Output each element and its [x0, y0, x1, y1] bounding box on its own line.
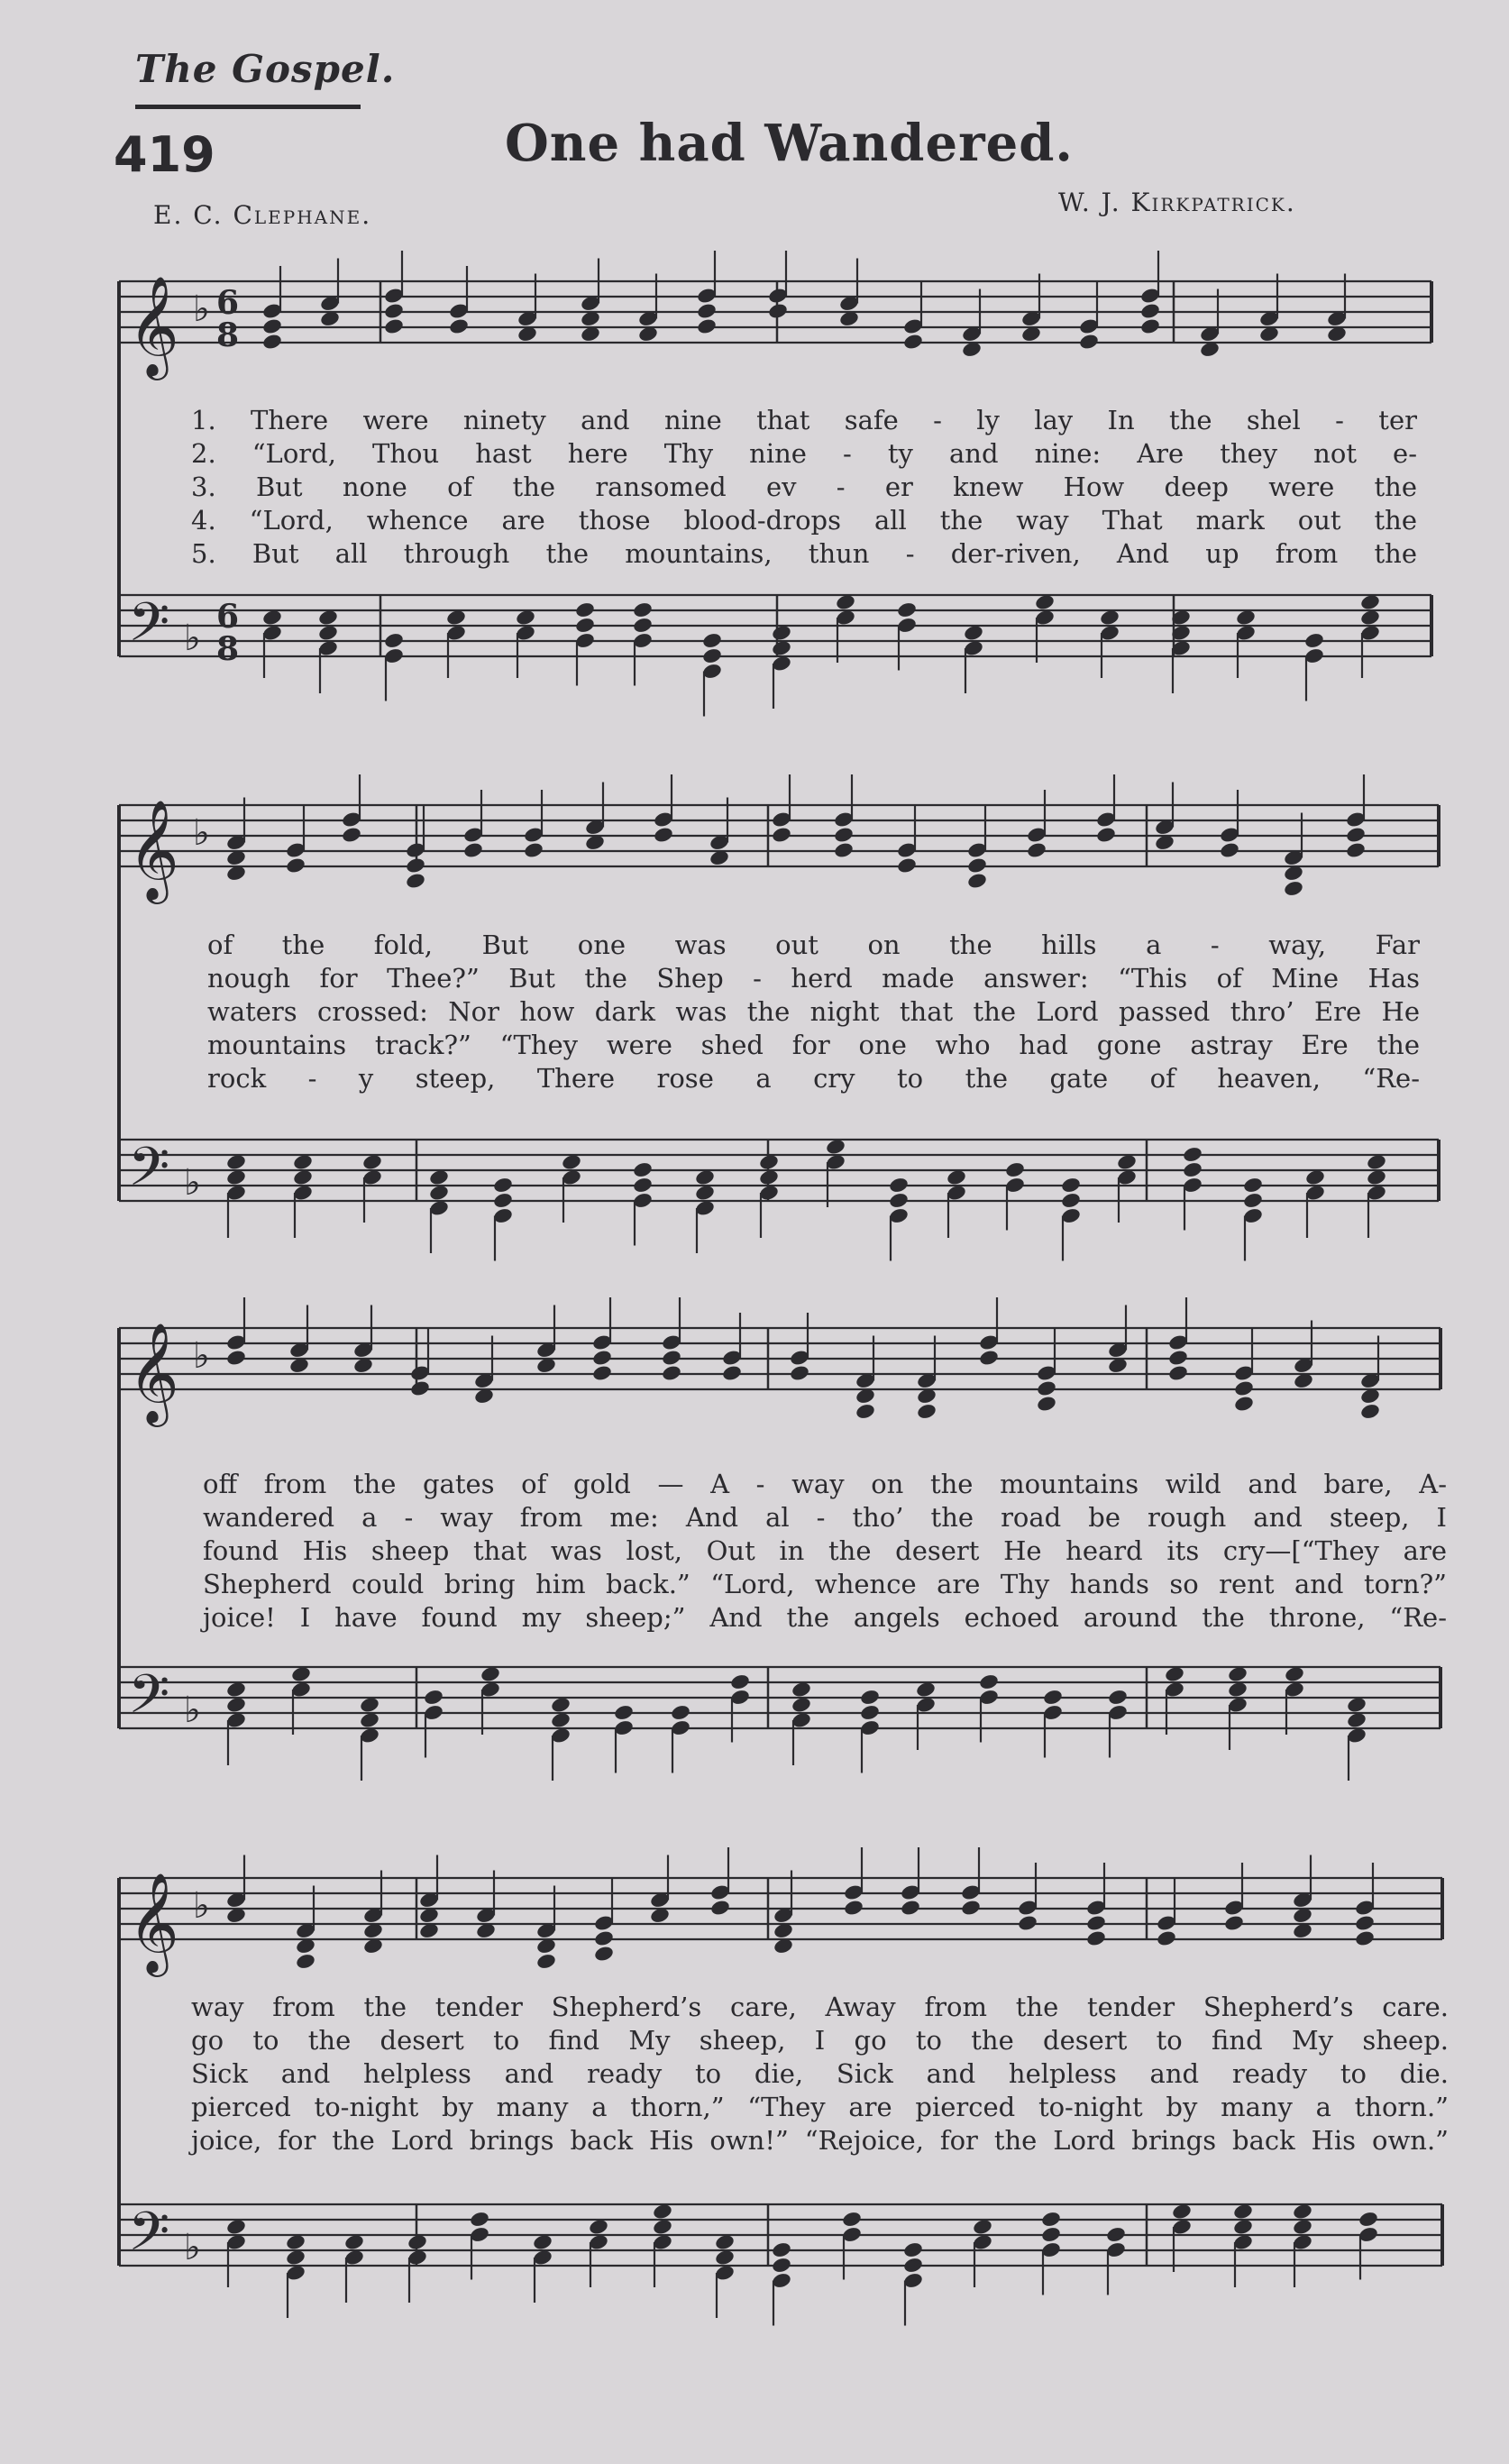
- note-head: [405, 872, 426, 890]
- note-head: [789, 1364, 810, 1382]
- note-head: [966, 856, 988, 875]
- lyric-line: wandered a - way from me: And al - tho’ the road be rough and steep, I: [203, 1502, 1447, 1533]
- note-head: [859, 1689, 881, 1707]
- note-head: [632, 617, 654, 635]
- note-head: [632, 1161, 654, 1179]
- lyric-line: off from the gates of gold — A - way on the mountains wild and bare, A-: [203, 1469, 1447, 1499]
- note-head: [771, 2241, 792, 2259]
- note-head: [701, 647, 723, 665]
- lyric-line: 1. There were ninety and nine that safe - ly lay In the shel - ter: [191, 405, 1417, 435]
- note-head: [1182, 1146, 1203, 1164]
- note-head: [535, 1953, 557, 1971]
- note-head: [341, 826, 362, 844]
- note-head: [653, 826, 674, 844]
- lyric-line: found His sheep that was lost, Out in the desert He heard its cry—[“They are: [203, 1535, 1447, 1566]
- note-head: [900, 1899, 921, 1917]
- key-signature-flat: ♭: [193, 289, 210, 330]
- note-head: [696, 302, 718, 320]
- note-head: [1085, 1929, 1107, 1947]
- note-head: [1223, 1914, 1245, 1932]
- bass-clef: 𝄢: [128, 1663, 170, 1738]
- lyric-line: waters crossed: Nor how dark was the night that the Lord passed thro’ Ere He: [207, 996, 1420, 1027]
- note-head: [902, 2257, 924, 2275]
- note-head: [916, 1403, 937, 1421]
- note-head: [1107, 1689, 1129, 1707]
- lyric-line: 5. But all through the mountains, thun - der-riven, And up from the: [191, 538, 1417, 569]
- key-signature-flat: ♭: [184, 2227, 201, 2268]
- treble-clef: 𝄞: [128, 799, 179, 900]
- note-head: [709, 1899, 731, 1917]
- note-head: [896, 856, 918, 875]
- note-head: [767, 302, 789, 320]
- note-head: [902, 333, 924, 351]
- key-signature-flat: ♭: [193, 1335, 210, 1377]
- note-head: [696, 317, 718, 335]
- treble-clef: 𝄞: [128, 275, 179, 376]
- note-head: [1060, 1192, 1082, 1210]
- note-head: [833, 841, 855, 859]
- note-head: [1139, 317, 1161, 335]
- bass-clef: 𝄢: [128, 591, 170, 666]
- note-head: [1354, 1914, 1376, 1932]
- time-signature-bottom: 8: [216, 630, 240, 668]
- note-head: [833, 826, 855, 844]
- note-head: [492, 1177, 514, 1195]
- lyric-line: joice! I have found my sheep;” And the angels echoed around the throne, “Re-: [203, 1602, 1447, 1633]
- note-head: [1242, 1192, 1264, 1210]
- lyrics-system-4: [191, 1991, 1449, 2157]
- note-head: [701, 632, 723, 650]
- time-signature-bottom: 8: [216, 316, 240, 354]
- note-head: [859, 1704, 881, 1722]
- hymn-number: 419: [114, 126, 215, 183]
- lyric-line: 4. “Lord, whence are those blood-drops all the way That mark out the: [191, 505, 1417, 536]
- note-head: [1105, 2226, 1127, 2244]
- note-head: [855, 1403, 876, 1421]
- note-head: [960, 1899, 982, 1917]
- lyric-line: go to the desert to find My sheep, I go to the desert to find My sheep.: [191, 2025, 1449, 2056]
- note-head: [593, 1945, 615, 1963]
- note-head: [661, 1364, 682, 1382]
- note-head: [1042, 1689, 1064, 1707]
- note-head: [462, 841, 484, 859]
- note-head: [295, 1953, 316, 1971]
- bass-clef: 𝄢: [128, 2200, 170, 2276]
- note-head: [1036, 1395, 1057, 1413]
- key-signature-flat: ♭: [193, 1885, 210, 1927]
- note-head: [1026, 841, 1047, 859]
- note-head: [670, 1704, 691, 1722]
- note-head: [1139, 302, 1161, 320]
- note-head: [1233, 1395, 1255, 1413]
- note-head: [591, 1364, 613, 1382]
- note-head: [771, 826, 792, 844]
- lyric-line: mountains track?” “They were shed for one who had gone astray Ere the: [207, 1030, 1420, 1060]
- note-head: [523, 841, 544, 859]
- note-head: [448, 317, 470, 335]
- note-head: [896, 601, 918, 619]
- note-head: [1182, 1161, 1203, 1179]
- treble-clef: 𝄞: [128, 1872, 179, 1973]
- note-head: [574, 617, 596, 635]
- lyric-line: pierced to-night by many a thorn,” “They are pierced to-night by many a thorn.”: [191, 2092, 1449, 2122]
- note-head: [1303, 632, 1325, 650]
- note-head: [1358, 2211, 1379, 2229]
- lyric-line: joice, for the Lord brings back His own!” “Rejoice, for the Lord brings back His own.”: [191, 2125, 1449, 2156]
- note-head: [1004, 1161, 1026, 1179]
- note-head: [261, 333, 283, 351]
- lyric-line: rock - y steep, There rose a cry to the gate of heaven, “Re-: [207, 1063, 1420, 1094]
- note-head: [1060, 1177, 1082, 1195]
- note-head: [225, 1349, 247, 1367]
- note-head: [574, 601, 596, 619]
- note-head: [383, 317, 405, 335]
- note-head: [1167, 1349, 1189, 1367]
- note-head: [843, 1899, 864, 1917]
- note-head: [632, 601, 654, 619]
- note-head: [405, 856, 426, 875]
- note-head: [1040, 2226, 1062, 2244]
- note-head: [1078, 333, 1100, 351]
- lyric-line: nough for Thee?” But the Shep - herd made answer: “This of Mine Has: [207, 963, 1420, 994]
- lyrics-system-2: [207, 929, 1420, 1095]
- note-head: [591, 1349, 613, 1367]
- key-signature-flat: ♭: [184, 1162, 201, 1204]
- lyricist-credit: E. C. Clephane.: [153, 200, 372, 230]
- section-label: The Gospel.: [135, 47, 396, 91]
- note-head: [978, 1349, 1000, 1367]
- note-head: [1354, 1929, 1376, 1947]
- note-head: [1345, 826, 1367, 844]
- note-head: [1359, 1403, 1381, 1421]
- note-head: [1219, 841, 1240, 859]
- lyric-line: of the fold, But one was out on the hills a - way, Far: [207, 930, 1420, 960]
- hymn-title: One had Wandered.: [505, 114, 1074, 173]
- time-signature-top: 6: [216, 598, 240, 636]
- composer-credit: W. J. Kirkpatrick.: [1058, 188, 1296, 217]
- bass-clef: 𝄢: [128, 1135, 170, 1211]
- lyric-line: 2. “Lord, Thou hast here Thy nine - ty and nine: Are they not e-: [191, 438, 1417, 469]
- note-head: [285, 856, 306, 875]
- note-head: [1167, 1364, 1189, 1382]
- lyric-line: 3. But none of the ransomed ev - er knew How deep were the: [191, 472, 1417, 502]
- note-head: [261, 317, 283, 335]
- key-signature-flat: ♭: [184, 618, 201, 659]
- note-head: [729, 1673, 751, 1691]
- note-head: [978, 1673, 1000, 1691]
- note-head: [966, 872, 988, 890]
- note-head: [888, 1192, 910, 1210]
- note-head: [1283, 880, 1304, 898]
- note-head: [423, 1689, 444, 1707]
- lyrics-system-3: [203, 1468, 1447, 1635]
- note-head: [841, 2211, 863, 2229]
- key-signature-flat: ♭: [184, 1690, 201, 1731]
- treble-clef: 𝄞: [128, 1322, 179, 1423]
- note-head: [1242, 1177, 1264, 1195]
- note-head: [1233, 1379, 1255, 1397]
- key-signature-flat: ♭: [193, 812, 210, 854]
- lyrics-system-1: [191, 404, 1417, 571]
- note-head: [721, 1364, 743, 1382]
- note-head: [902, 2241, 924, 2259]
- note-head: [888, 1177, 910, 1195]
- note-head: [1345, 841, 1367, 859]
- note-head: [1095, 826, 1117, 844]
- lyric-line: Sick and helpless and ready to die, Sick and helpless and ready to die.: [191, 2058, 1449, 2089]
- lyric-line: way from the tender Shepherd’s care, Away from the tender Shepherd’s care.: [191, 1992, 1449, 2022]
- note-head: [1036, 1379, 1057, 1397]
- note-head: [1040, 2211, 1062, 2229]
- note-head: [1085, 1914, 1107, 1932]
- note-head: [771, 2257, 792, 2275]
- note-head: [409, 1379, 431, 1397]
- note-head: [632, 1177, 654, 1195]
- note-head: [383, 632, 405, 650]
- lyric-line: Shepherd could bring him back.” “Lord, whence are Thy hands so rent and torn?”: [203, 1569, 1447, 1599]
- note-head: [613, 1704, 635, 1722]
- note-head: [593, 1929, 615, 1947]
- note-head: [492, 1192, 514, 1210]
- time-signature-top: 6: [216, 284, 240, 322]
- note-head: [661, 1349, 682, 1367]
- note-head: [383, 302, 405, 320]
- note-head: [1156, 1929, 1177, 1947]
- note-head: [1017, 1914, 1038, 1932]
- note-head: [469, 2211, 490, 2229]
